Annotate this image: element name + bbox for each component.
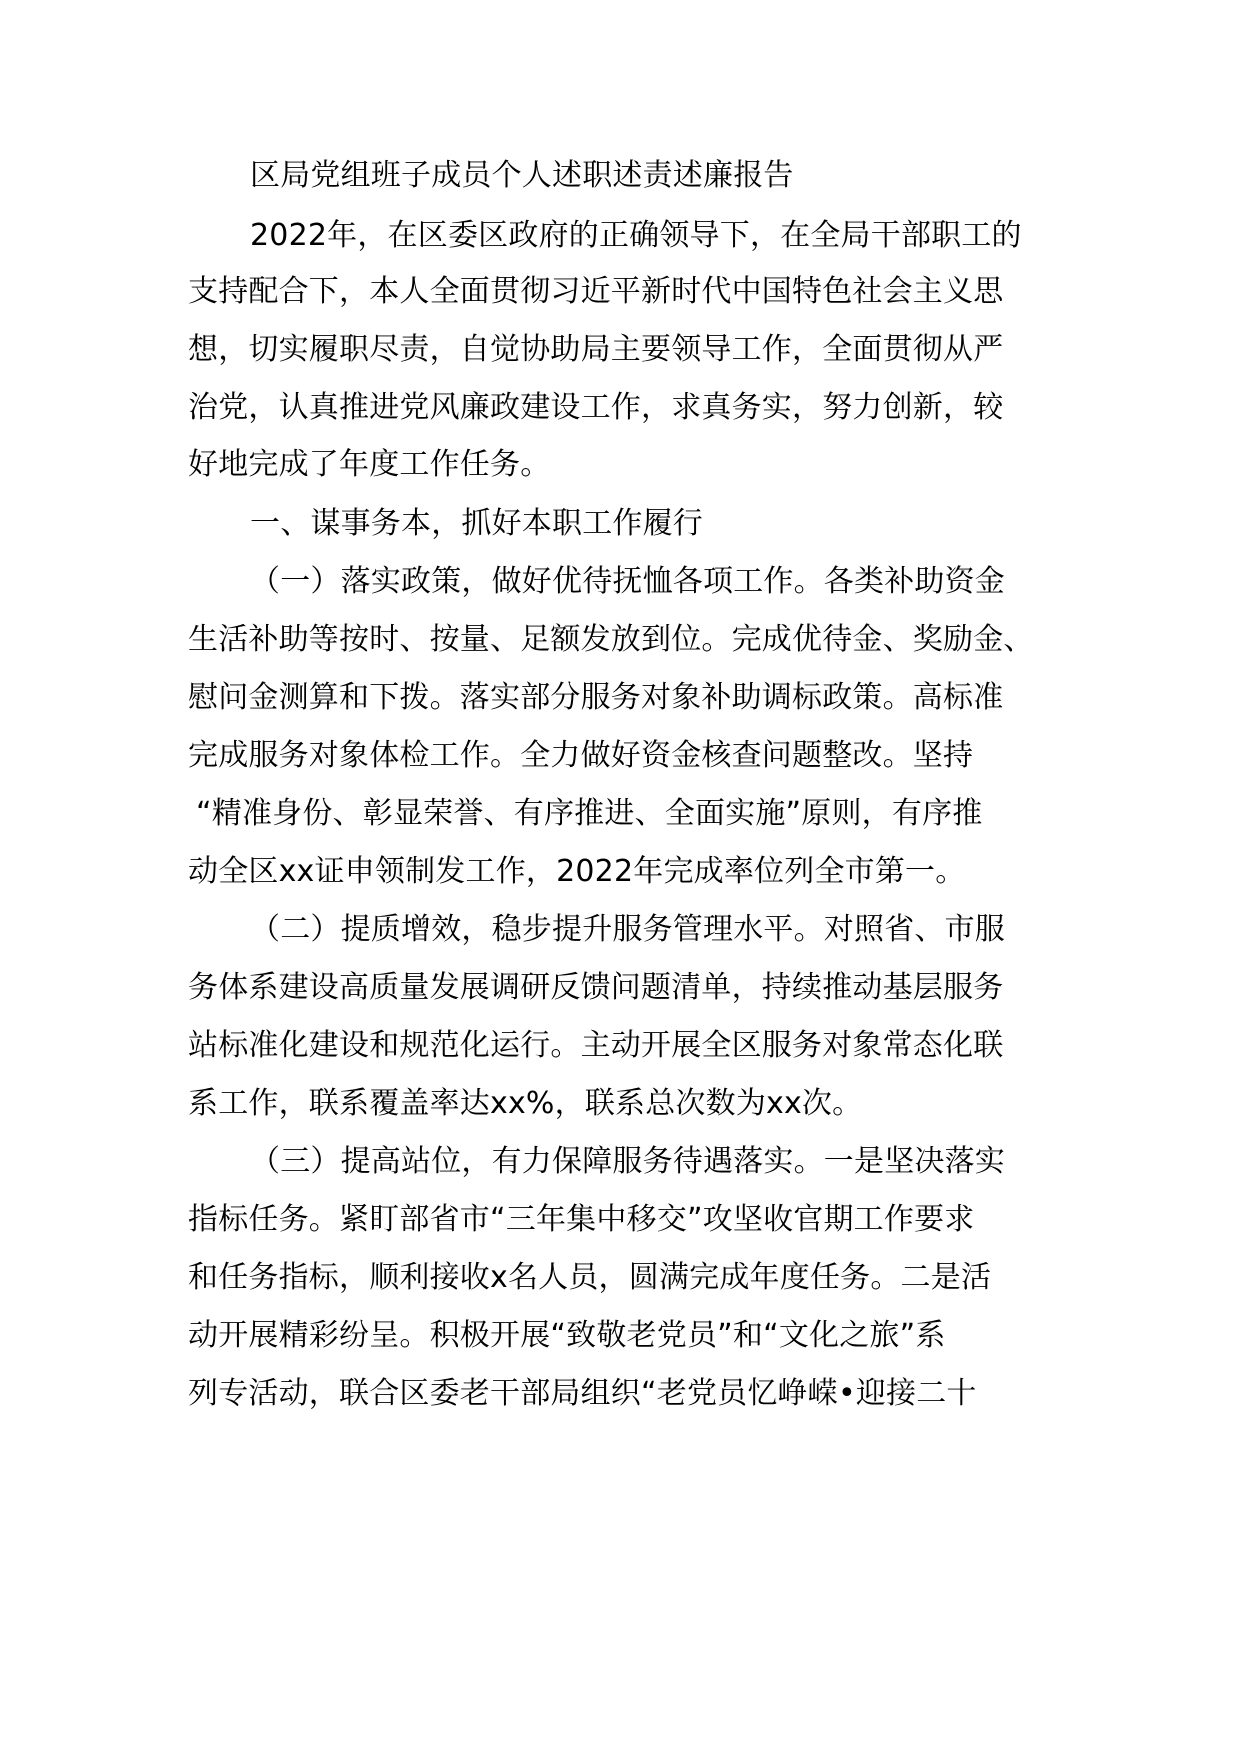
paragraph-line: 想，切实履职尽责，自觉协助局主要领导工作，全面贯彻从严 xyxy=(188,332,1004,367)
paragraph-line: 生活补助等按时、按量、足额发放到位。完成优待金、奖励金、 xyxy=(188,622,1034,657)
paragraph-line: 好地完成了年度工作任务。 xyxy=(188,447,551,482)
paragraph-line: 支持配合下，本人全面贯彻习近平新时代中国特色社会主义思 xyxy=(188,274,1004,309)
paragraph-line: 动全区xx证申领制发工作，2022年完成率位列全市第一。 xyxy=(188,854,966,889)
paragraph-line: 站标准化建设和规范化运行。主动开展全区服务对象常态化联 xyxy=(188,1028,1004,1063)
paragraph-line: （二）提质增效，稳步提升服务管理水平。对照省、市服 xyxy=(250,912,1005,947)
paragraph-line: 系工作，联系覆盖率达xx%，联系总次数为xx次。 xyxy=(188,1086,863,1121)
paragraph-line: 完成服务对象体检工作。全力做好资金核查问题整改。坚持 xyxy=(188,738,974,773)
paragraph-line: 和任务指标，顺利接收x名人员，圆满完成年度任务。二是活 xyxy=(188,1260,992,1295)
paragraph-line: 治党，认真推进党风廉政建设工作，求真务实，努力创新，较 xyxy=(188,390,1004,425)
paragraph-line: 动开展精彩纷呈。积极开展“致敬老党员”和“文化之旅”系 xyxy=(188,1318,946,1353)
paragraph-line: 慰问金测算和下拨。落实部分服务对象补助调标政策。高标准 xyxy=(188,680,1004,715)
paragraph-line: （一）落实政策，做好优待抚恤各项工作。各类补助资金 xyxy=(250,564,1005,599)
paragraph-line: 指标任务。紧盯部省市“三年集中移交”攻坚收官期工作要求 xyxy=(188,1202,975,1237)
section-heading: 一、谋事务本，抓好本职工作履行 xyxy=(250,506,703,541)
paragraph-line: （三）提高站位，有力保障服务待遇落实。一是坚决落实 xyxy=(250,1144,1005,1179)
paragraph-line: 务体系建设高质量发展调研反馈问题清单，持续推动基层服务 xyxy=(188,970,1004,1005)
paragraph-line: 列专活动，联合区委老干部局组织“老党员忆峥嵘•迎接二十 xyxy=(188,1376,977,1411)
paragraph-line: “精准身份、彰显荣誉、有序推进、全面实施”原则，有序推 xyxy=(196,796,983,831)
document-title: 区局党组班子成员个人述职述责述廉报告 xyxy=(250,158,794,193)
paragraph-line: 2022年，在区委区政府的正确领导下，在全局干部职工的 xyxy=(250,218,1022,253)
